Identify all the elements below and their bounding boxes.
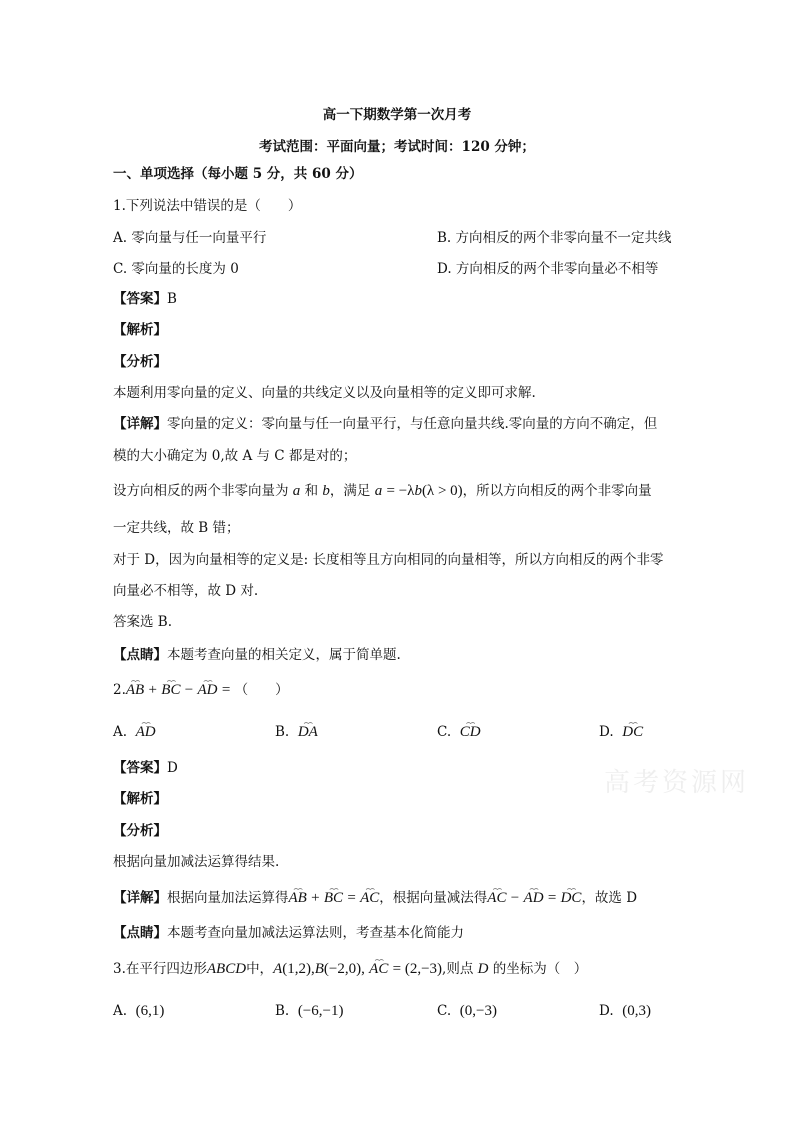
formula-a: a bbox=[374, 483, 383, 499]
q1-answer bbox=[113, 289, 177, 309]
comment-label: 【点睛】 bbox=[113, 647, 167, 663]
q1-detail-line-6: 向量必不相等，故 D 对. bbox=[113, 583, 259, 599]
q2-option-a bbox=[113, 722, 156, 742]
page-title: 高一下期数学第一次月考 bbox=[322, 107, 472, 123]
q1-detail-text-3a: 设方向相反的两个非零向量为 bbox=[113, 483, 289, 499]
q1-detail-line-5: 对于 D，因为向量相等的定义是: 长度相等且方向相同的向量相等，所以方向相反的两个非零 bbox=[113, 552, 664, 568]
vector-bc: ⌢⌢ BC bbox=[324, 888, 343, 908]
point-a: A bbox=[273, 961, 283, 977]
q2-analysis-label: 【解析】 bbox=[113, 791, 167, 807]
option-value: (6,1) bbox=[135, 1003, 165, 1019]
parallelogram-name: ABCD bbox=[206, 961, 247, 977]
q3-option-c bbox=[437, 1001, 497, 1021]
q3-text-b: 中， bbox=[246, 961, 274, 977]
plus-sign: + bbox=[311, 890, 320, 906]
point-b-coord: (−2,0) bbox=[323, 961, 362, 977]
q1-answer-value: B bbox=[167, 291, 177, 307]
q1-detail-line-1 bbox=[113, 414, 657, 434]
q3-option-d bbox=[599, 1001, 651, 1021]
q3-text-a: 3.在平行四边形 bbox=[113, 961, 207, 977]
detail-label: 【详解】 bbox=[113, 416, 167, 432]
plus-sign: + bbox=[148, 682, 157, 698]
q1-detail-text-3d: ，所以方向相反的两个非零向量 bbox=[462, 483, 652, 499]
vector-ac: ⌢⌢ AC bbox=[487, 888, 506, 908]
q1-detail-line-3 bbox=[113, 481, 652, 501]
q3-option-b bbox=[275, 1001, 343, 1021]
q3-text-d: 的坐标为（ ） bbox=[492, 961, 588, 977]
minus-sign: − bbox=[510, 890, 520, 906]
q1-fenxi-label: 【分析】 bbox=[113, 354, 167, 370]
q3-option-a bbox=[113, 1001, 164, 1021]
option-vector: ⌢⌢ AD bbox=[136, 722, 156, 742]
q2-analysis-text: 根据向量加减法运算得结果. bbox=[113, 854, 280, 870]
vector-ac: ⌢⌢ AC bbox=[369, 959, 388, 979]
detail-label: 【详解】 bbox=[113, 890, 167, 906]
q1-detail-text-3b: 和 bbox=[304, 483, 319, 499]
formula-b: b bbox=[414, 483, 422, 499]
q2-answer-value: D bbox=[167, 760, 178, 776]
comment-label: 【点睛】 bbox=[113, 925, 167, 941]
option-letter: B. bbox=[275, 724, 290, 740]
q2-option-c bbox=[437, 722, 481, 742]
q1-option-a: A. 零向量与任一向量平行 bbox=[113, 230, 267, 246]
formula-eq: = −λ bbox=[386, 483, 415, 499]
exam-info: 考试范围：平面向量；考试时间：120 分钟； bbox=[259, 139, 535, 155]
q1-detail-text-3c: ，满足 bbox=[329, 483, 371, 499]
q1-comment-text: 本题考查向量的相关定义，属于简单题. bbox=[167, 647, 401, 663]
option-value: (0,−3) bbox=[459, 1003, 497, 1019]
answer-label: 【答案】 bbox=[113, 291, 167, 307]
q1-detail-line-4: 一定共线，故 B 错； bbox=[113, 520, 240, 536]
option-value: (0,3) bbox=[622, 1003, 651, 1019]
option-vector: ⌢⌢ DC bbox=[622, 722, 643, 742]
q2-option-b bbox=[275, 722, 318, 742]
comma: , bbox=[310, 961, 315, 977]
q1-detail-line-2: 模的大小确定为 0,故 A 与 C 都是对的； bbox=[113, 448, 357, 464]
q2-detail-line bbox=[113, 888, 637, 908]
equals-sign: = bbox=[221, 682, 231, 698]
answer-label: 【答案】 bbox=[113, 760, 167, 776]
q2-detail-a: 根据向量加法运算得 bbox=[167, 890, 289, 906]
q1-comment bbox=[113, 645, 401, 665]
q1-detail-text-1: 零向量的定义：零向量与任一向量平行，与任意向量共线.零向量的方向不确定，但 bbox=[167, 416, 658, 432]
q2-fenxi-label: 【分析】 bbox=[113, 823, 167, 839]
option-letter: A. bbox=[113, 1003, 128, 1019]
option-letter: B. bbox=[275, 1003, 290, 1019]
vector-ab: ⌢⌢ AB bbox=[289, 888, 307, 908]
q2-comment-text: 本题考查向量加减法运算法则，考查基本化简能力 bbox=[167, 925, 464, 941]
option-letter: D. bbox=[599, 724, 614, 740]
q2-paren: （ ） bbox=[234, 682, 289, 698]
comma: , bbox=[361, 961, 365, 977]
point-a-coord: (1,2) bbox=[282, 961, 311, 977]
q2-num: 2. bbox=[113, 682, 126, 698]
equals-sign: = bbox=[347, 890, 356, 906]
option-letter: A. bbox=[113, 724, 128, 740]
vector-ab: ⌢⌢ AB bbox=[126, 680, 144, 700]
q1-option-c: C. 零向量的长度为 0 bbox=[113, 261, 239, 277]
vector-ac: ⌢⌢ AC bbox=[360, 888, 379, 908]
vector-ac-value: = (2,−3) bbox=[392, 961, 443, 977]
q2-detail-c: ，故选 D bbox=[581, 890, 638, 906]
option-letter: D. bbox=[599, 1003, 614, 1019]
vector-ad: ⌢⌢ AD bbox=[198, 680, 218, 700]
option-letter: C. bbox=[437, 724, 452, 740]
option-letter: C. bbox=[437, 1003, 452, 1019]
q1-final-answer: 答案选 B. bbox=[113, 614, 173, 630]
q1-analysis-text: 本题利用零向量的定义、向量的共线定义以及向量相等的定义即可求解. bbox=[113, 385, 536, 401]
point-d: D bbox=[477, 961, 489, 977]
option-value: (−6,−1) bbox=[297, 1003, 344, 1019]
vector-dc: ⌢⌢ DC bbox=[561, 888, 582, 908]
vector-ad: ⌢⌢ AD bbox=[524, 888, 544, 908]
vector-a: a bbox=[292, 483, 301, 499]
point-b: B bbox=[314, 961, 324, 977]
q1-option-b: B. 方向相反的两个非零向量不一定共线 bbox=[437, 230, 672, 246]
equals-sign: = bbox=[547, 890, 557, 906]
option-vector: ⌢⌢ CD bbox=[460, 722, 481, 742]
vector-b: b bbox=[322, 483, 330, 499]
vector-bc: ⌢⌢ BC bbox=[161, 680, 180, 700]
q1-stem: 1.下列说法中错误的是（ ） bbox=[113, 198, 302, 214]
q1-option-d: D. 方向相反的两个非零向量必不相等 bbox=[437, 261, 659, 277]
q2-answer bbox=[113, 758, 178, 778]
q2-stem bbox=[113, 680, 289, 700]
q2-option-d bbox=[599, 722, 643, 742]
q3-stem bbox=[113, 959, 587, 979]
option-vector: ⌢⌢ DA bbox=[298, 722, 318, 742]
minus-sign: − bbox=[184, 682, 194, 698]
q2-comment bbox=[113, 923, 464, 943]
q2-detail-b: ，根据向量减法得 bbox=[379, 890, 488, 906]
q1-analysis-label: 【解析】 bbox=[113, 322, 167, 338]
watermark: 高考资源网 bbox=[604, 768, 750, 798]
section-heading: 一、单项选择（每小题 5 分，共 60 分） bbox=[113, 166, 363, 182]
formula-cond: (λ > 0) bbox=[421, 483, 463, 499]
q3-text-c: ,则点 bbox=[442, 961, 474, 977]
